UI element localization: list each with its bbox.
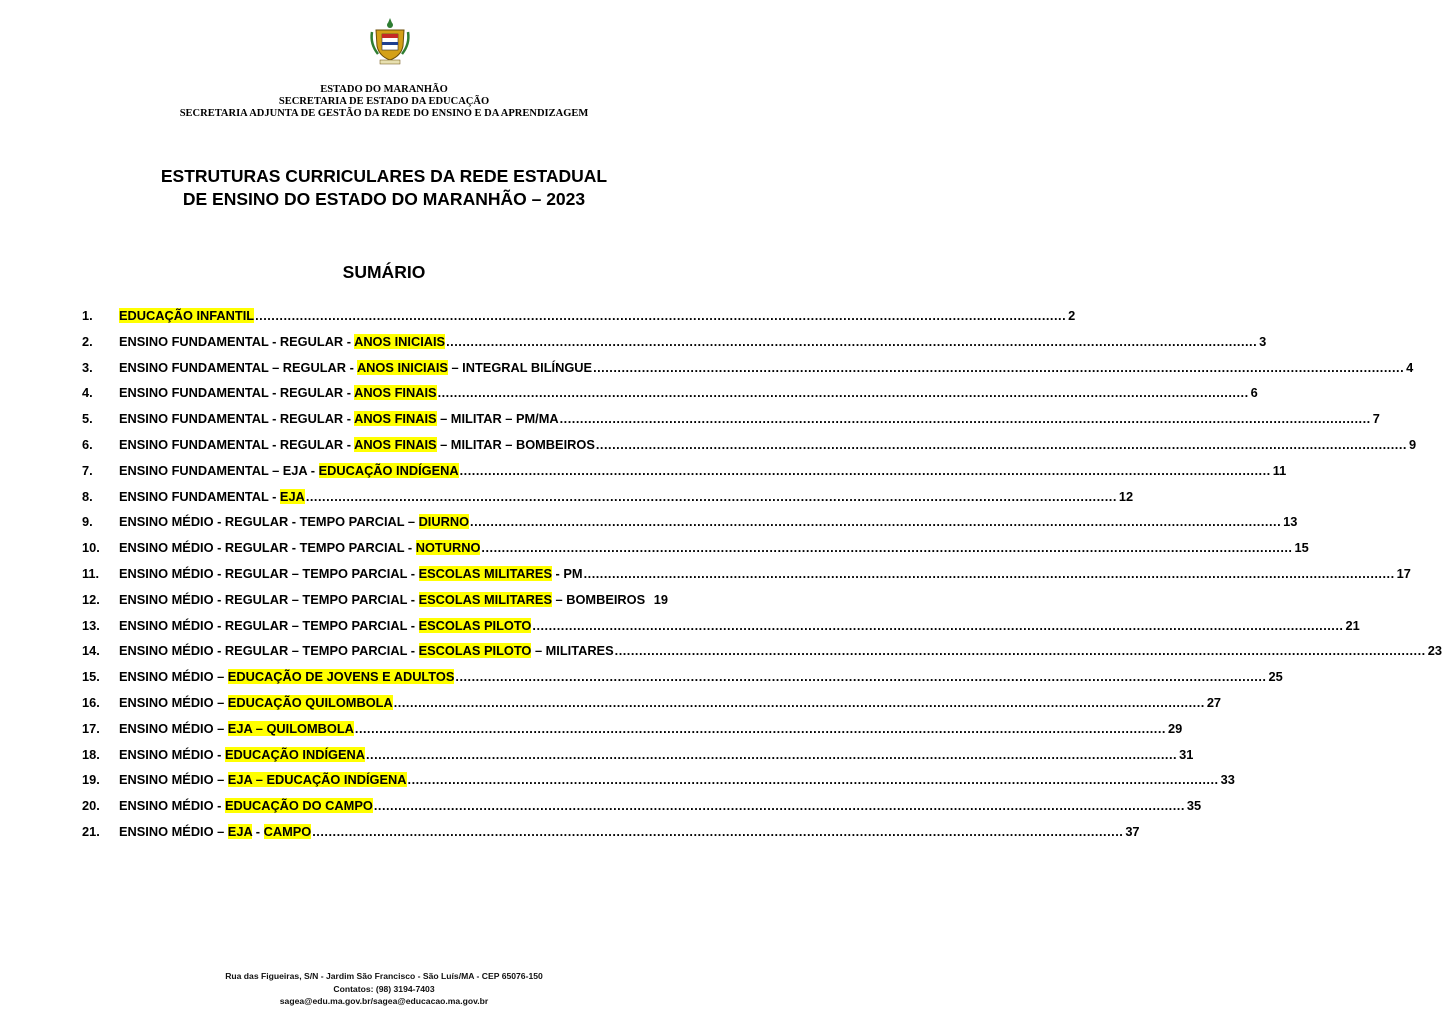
toc-entry-title xyxy=(119,721,354,736)
toc-entry-title xyxy=(119,592,645,607)
toc-entry-title xyxy=(119,514,469,529)
title-line-2: DE ENSINO DO ESTADO DO MARANHÃO – 2023 xyxy=(182,189,586,209)
toc-entry-number: 11. xyxy=(82,565,100,581)
title-line-1: ESTRUTURAS CURRICULARES DA REDE ESTADUAL xyxy=(160,166,608,186)
toc-highlighted-text: ANOS INICIAIS xyxy=(354,333,446,349)
toc-entry-number: 4. xyxy=(82,385,93,401)
toc-highlighted-text: EDUCAÇÃO INFANTIL xyxy=(119,308,255,323)
toc-entry-number: 8. xyxy=(82,488,93,504)
toc-entry-title xyxy=(119,411,559,426)
toc-entry[interactable] xyxy=(82,592,668,618)
toc-text: ENSINO FUNDAMENTAL - REGULAR - xyxy=(119,411,355,427)
toc-entry-title xyxy=(119,540,480,555)
toc-entry[interactable] xyxy=(82,823,1140,850)
toc-text: ENSINO MÉDIO – xyxy=(119,720,228,736)
toc-entry-title xyxy=(119,798,373,813)
toc-dot-leader: ........................................................................................................................................................................................................ xyxy=(455,669,1267,685)
toc-page-number: 25 xyxy=(1268,669,1283,685)
toc-highlighted-text: ANOS FINAIS xyxy=(354,411,437,427)
toc-entry-number: 21. xyxy=(82,823,100,839)
toc-text: ENSINO MÉDIO - xyxy=(119,798,225,814)
toc-entry[interactable] xyxy=(82,772,1235,798)
toc-entry-number: 13. xyxy=(82,617,100,633)
toc-text: - xyxy=(252,823,264,839)
toc-dot-leader: ........................................................................................................................................................................................................ xyxy=(446,333,1258,349)
toc-page-number: 35 xyxy=(1186,798,1202,814)
toc-text: ENSINO FUNDAMENTAL – EJA - xyxy=(119,462,319,478)
toc-page-number: 33 xyxy=(1220,772,1235,788)
toc-page-number: 37 xyxy=(1125,823,1140,839)
toc-entry[interactable] xyxy=(82,359,1414,386)
institution-header xyxy=(0,84,768,120)
toc-entry-title xyxy=(119,463,459,478)
secretariat-name: SECRETARIA DE ESTADO DA EDUCAÇÃO xyxy=(278,96,490,107)
toc-text: ENSINO MÉDIO – xyxy=(119,694,228,710)
toc-text: ENSINO MÉDIO – xyxy=(119,772,228,788)
toc-text: ENSINO FUNDAMENTAL - REGULAR - xyxy=(119,385,355,401)
toc-entry-number: 9. xyxy=(82,514,93,530)
toc-text: ENSINO MÉDIO - xyxy=(119,746,225,762)
toc-dot-leader: ........................................................................................................................................................................................................ xyxy=(366,746,1178,762)
toc-page-number: 15 xyxy=(1294,540,1309,556)
toc-entry-number: 14. xyxy=(82,643,100,659)
toc-highlighted-text: EDUCAÇÃO DE JOVENS E ADULTOS xyxy=(227,669,455,685)
footer-emails: sagea@edu.ma.gov.br/sagea@educacao.ma.gov.br xyxy=(279,996,489,1007)
toc-entry[interactable] xyxy=(82,411,1380,437)
toc-text: ENSINO FUNDAMENTAL - xyxy=(119,488,280,504)
toc-dot-leader: ........................................................................................................................................................................................................ xyxy=(373,798,1185,814)
footer-address: Rua das Figueiras, S/N - Jardim São Francisco - São Luís/MA - CEP 65076-150 xyxy=(225,971,543,981)
toc-dot-leader: ........................................................................................................................................................................................................ xyxy=(595,436,1407,452)
toc-entry-title xyxy=(119,360,592,375)
toc-page-number: 17 xyxy=(1396,565,1411,581)
toc-entry[interactable] xyxy=(82,385,1258,411)
toc-dot-leader: ........................................................................................................................................................................................................ xyxy=(305,488,1117,504)
toc-entry-number: 19. xyxy=(82,772,100,788)
toc-entry-number: 7. xyxy=(82,462,93,478)
toc-highlighted-text: EDUCAÇÃO DO CAMPO xyxy=(224,798,373,814)
toc-entry-number: 3. xyxy=(82,359,93,375)
toc-dot-leader: ........................................................................................................................................................................................................ xyxy=(532,617,1344,633)
footer xyxy=(0,970,768,1008)
toc-highlighted-text: ESCOLAS MILITARES xyxy=(418,565,552,581)
toc-dot-leader: ........................................................................................................................................................................................................ xyxy=(407,772,1219,788)
toc-entry[interactable] xyxy=(82,565,1411,592)
toc-highlighted-text: ANOS INICIAIS xyxy=(356,359,448,375)
toc-dot-leader: ........................................................................................................................................................................................................ xyxy=(614,643,1426,659)
toc-highlighted-text: ESCOLAS MILITARES xyxy=(418,591,552,607)
toc-dot-leader: ........................................................................................................................................................................................................ xyxy=(559,411,1371,427)
toc-entry-number: 2. xyxy=(82,333,93,349)
toc-highlighted-text: CAMPO xyxy=(263,823,312,839)
toc-dot-leader: ........................................................................................................................................................................................................ xyxy=(255,308,1067,323)
toc-text: ENSINO MÉDIO - REGULAR – TEMPO PARCIAL - xyxy=(119,565,419,581)
toc-entry-number: 15. xyxy=(82,669,100,685)
toc-entry-title xyxy=(119,385,437,400)
toc-dot-leader: ........................................................................................................................................................................................................ xyxy=(470,514,1282,530)
toc-highlighted-text: EDUCAÇÃO QUILOMBOLA xyxy=(227,694,393,710)
toc-highlighted-text: ESCOLAS PILOTO xyxy=(418,643,532,659)
toc-page-number: 4 xyxy=(1406,359,1414,375)
toc-text: ENSINO FUNDAMENTAL - REGULAR - xyxy=(119,333,355,349)
toc-highlighted-text: EJA xyxy=(227,823,253,839)
toc-entry-number: 20. xyxy=(82,798,100,814)
toc-entry[interactable] xyxy=(82,669,1283,695)
toc-page-number: 27 xyxy=(1206,694,1222,710)
toc-text: ENSINO MÉDIO - REGULAR – TEMPO PARCIAL - xyxy=(119,643,419,659)
toc-page-number: 7 xyxy=(1372,411,1380,427)
toc-entry[interactable] xyxy=(82,308,1076,334)
toc-text: – MILITAR – BOMBEIROS xyxy=(436,436,595,452)
toc-text: – BOMBEIROS xyxy=(552,591,646,607)
state-name: ESTADO DO MARANHÃO xyxy=(320,84,448,95)
toc-text: ENSINO MÉDIO - REGULAR – TEMPO PARCIAL - xyxy=(119,617,419,633)
toc-entry-number: 12. xyxy=(82,591,100,607)
toc-page-number: 9 xyxy=(1408,436,1417,452)
toc-text: ENSINO FUNDAMENTAL – REGULAR - xyxy=(119,359,357,375)
toc-page-number: 19 xyxy=(653,591,668,607)
toc-entry[interactable] xyxy=(82,643,1442,669)
toc-entry-number: 10. xyxy=(82,540,100,556)
toc-entry-number: 16. xyxy=(82,694,100,710)
toc-highlighted-text: ANOS FINAIS xyxy=(354,436,437,452)
toc-page-number: 6 xyxy=(1250,385,1258,401)
toc-dot-leader: ........................................................................................................................................................................................................ xyxy=(593,359,1405,375)
toc-page-number: 11 xyxy=(1272,462,1287,478)
document-title xyxy=(0,165,768,211)
toc-page-number: 31 xyxy=(1179,746,1194,762)
toc-entry-number: 6. xyxy=(82,436,93,452)
toc-entry-title xyxy=(119,489,305,504)
toc-entry[interactable] xyxy=(82,798,1202,824)
toc-entry-title xyxy=(119,695,393,710)
toc-page-number: 3 xyxy=(1259,333,1267,349)
toc-entry[interactable] xyxy=(82,617,1360,644)
toc-dot-leader: ........................................................................................................................................................................................................ xyxy=(481,540,1293,556)
toc-text: ENSINO MÉDIO - REGULAR – TEMPO PARCIAL - xyxy=(119,591,419,607)
toc-text: ENSINO MÉDIO – xyxy=(119,823,228,839)
toc-text: ENSINO MÉDIO - REGULAR - TEMPO PARCIAL - xyxy=(119,540,416,556)
toc-entry-title xyxy=(119,437,595,452)
toc-text: ENSINO FUNDAMENTAL - REGULAR - xyxy=(119,436,355,452)
adjunct-secretariat-name: SECRETARIA ADJUNTA DE GESTÃO DA REDE DO ENSINO E DA APRENDIZAGEM xyxy=(179,108,589,119)
toc-entry[interactable] xyxy=(82,462,1287,489)
toc-entry[interactable] xyxy=(82,436,1417,463)
toc-text: ENSINO MÉDIO - REGULAR - TEMPO PARCIAL – xyxy=(119,514,419,530)
toc-dot-leader: ........................................................................................................................................................................................................ xyxy=(459,462,1271,478)
toc-entry[interactable] xyxy=(82,488,1134,515)
toc-entry[interactable] xyxy=(82,720,1183,747)
toc-highlighted-text: EDUCAÇÃO INDÍGENA xyxy=(224,746,365,762)
table-of-contents xyxy=(82,308,1442,850)
maranhao-coat-of-arms-icon xyxy=(368,16,412,66)
toc-entry-number: 5. xyxy=(82,411,93,427)
toc-page-number: 2 xyxy=(1068,308,1076,323)
toc-dot-leader: ........................................................................................................................................................................................................ xyxy=(312,823,1124,839)
toc-highlighted-text: EJA – QUILOMBOLA xyxy=(227,720,354,736)
toc-text: – MILITAR – PM/MA xyxy=(436,411,559,427)
toc-entry-title xyxy=(119,747,365,762)
toc-text: – INTEGRAL BILÍNGUE xyxy=(447,359,593,375)
toc-entry-title xyxy=(119,643,614,658)
toc-highlighted-text: NOTURNO xyxy=(415,540,481,556)
toc-highlighted-text: ESCOLAS PILOTO xyxy=(418,617,532,633)
toc-entry[interactable] xyxy=(82,540,1309,566)
toc-dot-leader: ........................................................................................................................................................................................................ xyxy=(354,720,1166,736)
toc-text: – MILITARES xyxy=(531,643,614,659)
toc-entry-title xyxy=(119,334,445,349)
toc-highlighted-text: ANOS FINAIS xyxy=(354,385,437,401)
toc-entry-number: 17. xyxy=(82,720,100,736)
toc-entry[interactable] xyxy=(82,514,1298,540)
toc-page-number: 21 xyxy=(1345,617,1360,633)
toc-highlighted-text: EDUCAÇÃO INDÍGENA xyxy=(318,462,459,478)
toc-entry-title xyxy=(119,308,254,323)
toc-highlighted-text: EJA xyxy=(279,488,305,504)
toc-text: - PM xyxy=(552,565,583,581)
toc-page-number: 13 xyxy=(1283,514,1298,530)
toc-entry-title xyxy=(119,618,531,633)
toc-entry-title xyxy=(119,824,311,839)
toc-dot-leader: ........................................................................................................................................................................................................ xyxy=(583,565,1395,581)
footer-contacts: Contatos: (98) 3194-7403 xyxy=(333,983,435,994)
toc-entry[interactable] xyxy=(82,694,1222,721)
toc-highlighted-text: EJA – EDUCAÇÃO INDÍGENA xyxy=(227,772,407,788)
toc-dot-leader: ........................................................................................................................................................................................................ xyxy=(393,694,1205,710)
toc-page-number: 23 xyxy=(1427,643,1442,659)
toc-entry-number: 18. xyxy=(82,746,100,762)
toc-entry-number: 1. xyxy=(82,308,93,323)
toc-entry[interactable] xyxy=(82,333,1267,360)
toc-text: ENSINO MÉDIO – xyxy=(119,669,228,685)
toc-entry-title xyxy=(119,566,583,581)
toc-entry[interactable] xyxy=(82,746,1194,773)
summary-heading: SUMÁRIO xyxy=(342,262,426,282)
toc-entry-title xyxy=(119,669,454,684)
toc-highlighted-text: DIURNO xyxy=(418,514,470,530)
toc-entry-title xyxy=(119,772,407,787)
toc-page-number: 29 xyxy=(1167,720,1183,736)
toc-dot-leader: ........................................................................................................................................................................................................ xyxy=(437,385,1249,401)
toc-page-number: 12 xyxy=(1118,488,1134,504)
